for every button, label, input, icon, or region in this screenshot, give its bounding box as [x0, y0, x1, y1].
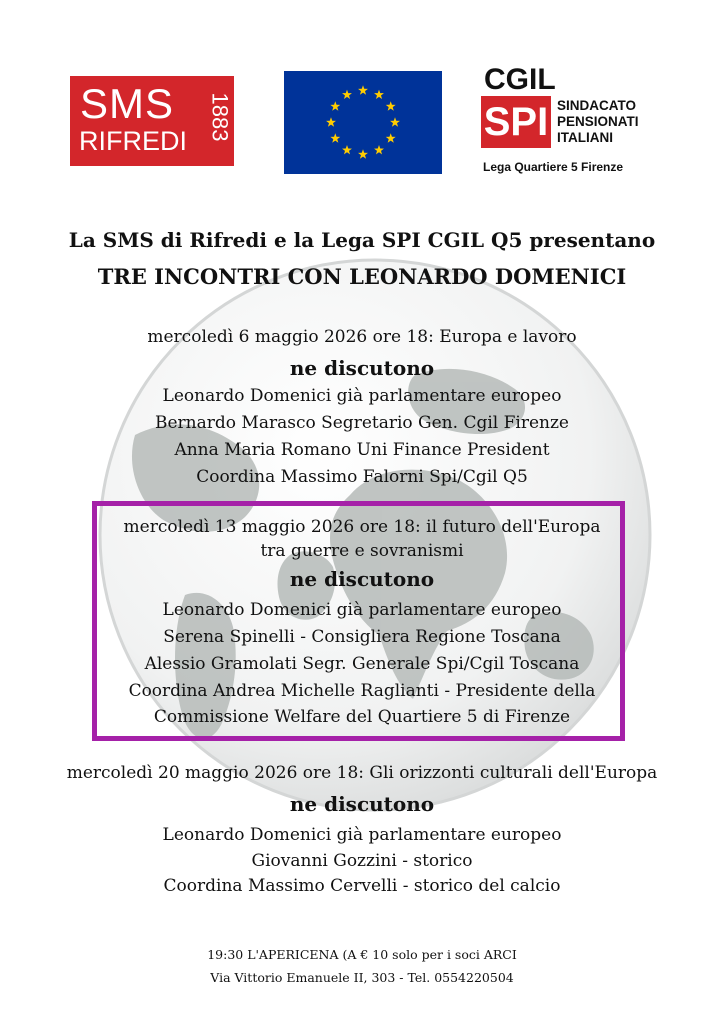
- event-2-highlight-box: [92, 501, 625, 741]
- cgil-logo-text: CGIL: [484, 63, 556, 96]
- eu-star-icon: [358, 85, 368, 94]
- cgil-logo-words: [557, 98, 639, 146]
- event-1-date: mercoledì 6 maggio 2026 ore 18: Europa e lavoro: [147, 327, 577, 347]
- event-1-speaker: Leonardo Domenici già parlamentare europeo: [162, 386, 562, 406]
- sms-logo-sub: RIFREDI: [79, 126, 187, 156]
- event-3-speaker: Giovanni Gozzini - storico: [251, 851, 473, 871]
- event-2-speaker: Serena Spinelli - Consigliera Regione Toscana: [163, 627, 561, 647]
- eu-star-icon: [386, 101, 396, 110]
- event-1-speaker: Bernardo Marasco Segretario Gen. Cgil Firenze: [155, 413, 569, 433]
- eu-stars-icon: [284, 71, 442, 174]
- footer-address: Via Vittorio Emanuele II, 303 - Tel. 0554220504: [210, 970, 514, 985]
- eu-star-icon: [390, 117, 400, 126]
- event-2-speaker: Commissione Welfare del Quartiere 5 di Firenze: [153, 707, 571, 727]
- event-3-date: mercoledì 20 maggio 2026 ore 18: Gli orizzonti culturali dell'Europa: [66, 763, 658, 783]
- cgil-lega-label: Lega Quartiere 5 Firenze: [483, 160, 624, 174]
- cgil-spi-logo: [481, 64, 661, 184]
- event-2-date-sub: tra guerre e sovranismi: [260, 541, 464, 561]
- event-1-speaker: Anna Maria Romano Uni Finance President: [174, 440, 550, 460]
- event-1-speaker: Coordina Massimo Falorni Spi/Cgil Q5: [196, 467, 528, 487]
- event-2-speaker: Alessio Gramolati Segr. Generale Spi/Cgil Toscana: [144, 654, 580, 674]
- sms-logo-main: SMS: [80, 80, 175, 127]
- event-2-date: mercoledì 13 maggio 2026 ore 18: il futuro dell'Europa: [123, 517, 601, 537]
- cgil-word: PENSIONATI: [557, 114, 639, 129]
- poster-title: TRE INCONTRI CON LEONARDO DOMENICI: [97, 264, 627, 289]
- event-3-speaker: Coordina Massimo Cervelli - storico del calcio: [163, 876, 561, 896]
- event-2-speaker: Coordina Andrea Michelle Raglianti - Presidente della: [128, 681, 596, 701]
- eu-star-icon: [330, 133, 340, 142]
- intro-text: La SMS di Rifredi e la Lega SPI CGIL Q5 presentano: [68, 228, 656, 252]
- eu-star-icon: [386, 133, 396, 142]
- eu-star-icon: [330, 101, 340, 110]
- event-3-ne-discutono: ne discutono: [289, 792, 435, 816]
- eu-flag-logo: [284, 71, 442, 174]
- event-2-ne-discutono: ne discutono: [289, 567, 435, 591]
- event-2-speaker: Leonardo Domenici già parlamentare europeo: [162, 600, 562, 620]
- eu-star-icon: [374, 90, 384, 99]
- spi-logo-box: SPI: [481, 96, 551, 148]
- event-3-speaker: Leonardo Domenici già parlamentare europeo: [162, 825, 562, 845]
- eu-star-icon: [374, 145, 384, 154]
- eu-star-icon: [342, 90, 352, 99]
- cgil-word: SINDACATO: [557, 98, 637, 113]
- eu-star-icon: [358, 149, 368, 158]
- sms-rifredi-logo: [70, 76, 234, 166]
- cgil-word: ITALIANI: [557, 130, 613, 145]
- eu-star-icon: [342, 145, 352, 154]
- sms-logo-year: 1883: [207, 92, 233, 142]
- event-1-ne-discutono: ne discutono: [289, 356, 435, 380]
- eu-star-icon: [326, 117, 336, 126]
- footer-apericena: 19:30 L'APERICENA (A € 10 solo per i soci ARCI: [207, 947, 517, 962]
